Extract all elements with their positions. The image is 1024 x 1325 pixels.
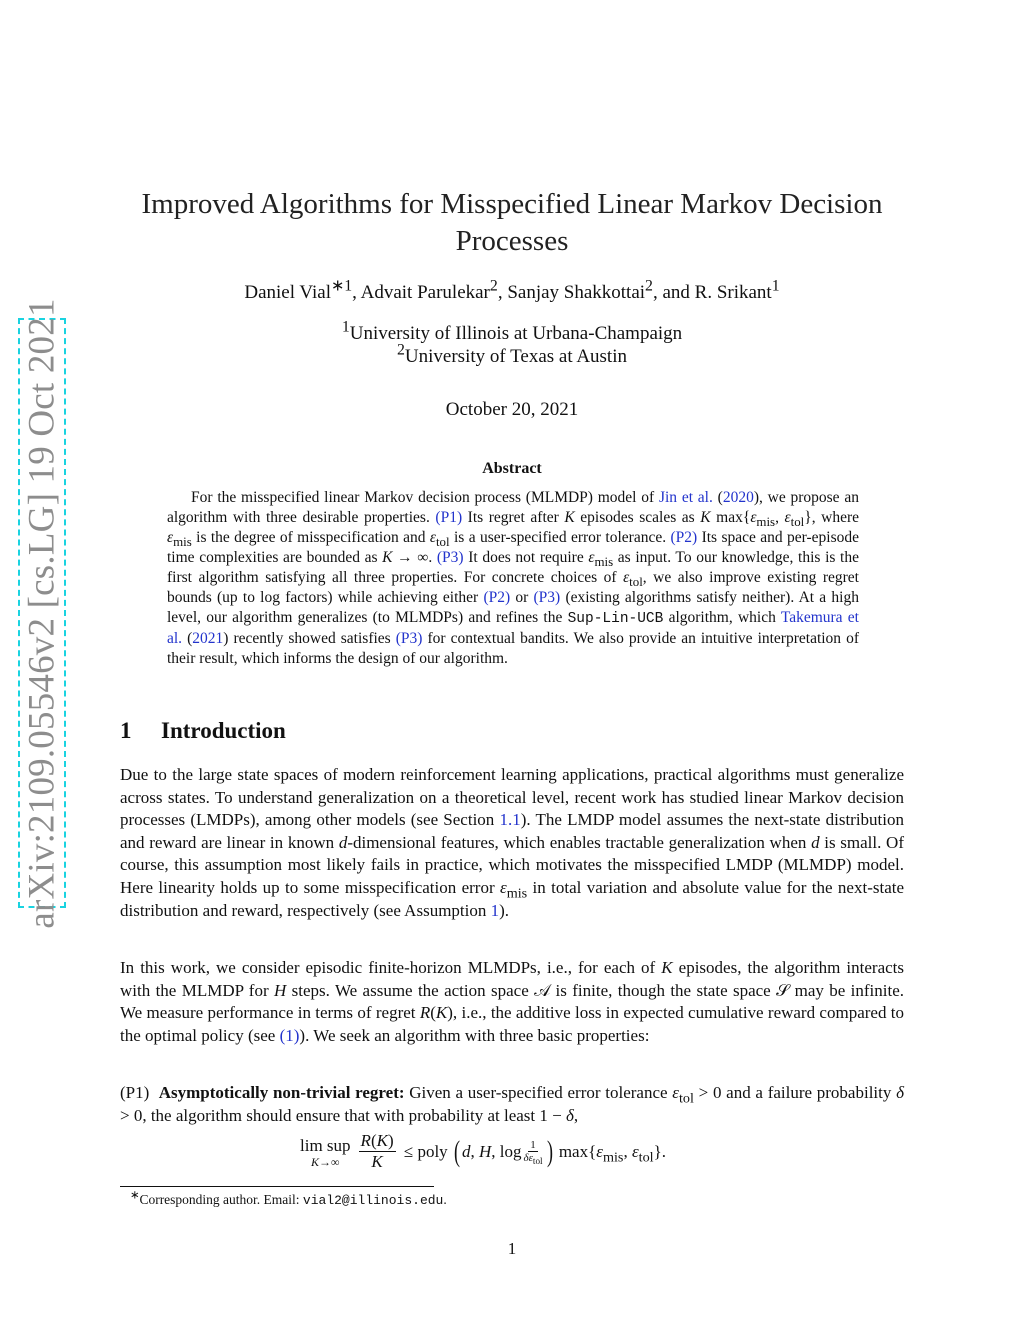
author-name: Daniel Vial <box>244 282 331 303</box>
footnote: ∗Corresponding author. Email: vial2@illinois.edu. <box>130 1189 447 1208</box>
section-heading: 1 Introduction <box>120 718 286 743</box>
property-p1-heading: Asymptotically non-trivial regret: <box>158 1083 405 1102</box>
intro-paragraph-2: In this work, we consider episodic finite-horizon MLMDPs, i.e., for each of K episodes, the algorithm interacts with the MLMDP for H steps. We assume the action space 𝒜 is finite, though the state space 𝒮 may be infinite. We measure performance in terms of regret R(K), i.e., the additive loss in expected cumulative reward compared to the optimal policy (see (1)). We seek an algorithm with three basic properties: <box>120 958 905 1045</box>
author-name: Advait Parulekar <box>360 282 490 303</box>
equation-ref-link[interactable]: (1) <box>279 1025 300 1045</box>
citation-link[interactable]: Jin et al. <box>658 489 713 506</box>
property-link[interactable]: (P3) <box>395 630 423 647</box>
paper-title: Improved Algorithms for Misspecified Linear Markov Decision Processes <box>141 188 883 257</box>
algorithm-name: Sup-Lin-UCB <box>567 611 664 627</box>
section-ref-link[interactable]: 1.1 <box>499 810 521 830</box>
author-name: Sanjay Shakkottai <box>507 282 646 303</box>
affiliation-1: $^1$University of Illinois at Urbana-Champaign <box>341 318 683 344</box>
citation-link[interactable]: Takemura et al. <box>167 609 859 647</box>
citation-year-link[interactable]: 2021 <box>192 630 224 647</box>
affiliation-2: $^2$University of Texas at Austin <box>397 341 627 367</box>
property-link[interactable]: (P3) <box>533 589 561 606</box>
email-link[interactable]: vial2@illinois.edu <box>302 1193 444 1208</box>
property-link[interactable]: (P2) <box>670 529 698 546</box>
arxiv-stamp-text: arXiv:2109.05546v2 [cs.LG] 19 Oct 2021 <box>21 297 63 929</box>
paper-date: October 20, 2021 <box>445 399 579 420</box>
property-link[interactable]: (P2) <box>483 589 511 606</box>
abstract-heading: Abstract <box>482 460 542 477</box>
property-p1-paragraph: (P1) Asymptotically non-trivial regret: Given a user-specified error tolerance $\varepsilon_{tol} > 0$ and a failure probability δ > 0, the algorithm should ensure that with probability at least 1 − δ, <box>120 1083 904 1125</box>
citation-year-link[interactable]: 2020 <box>722 489 754 506</box>
author-name: R. Srikant <box>694 282 772 303</box>
arxiv-stamp[interactable] <box>18 297 66 929</box>
page-number: 1 <box>507 1239 517 1258</box>
footnote-rule <box>120 1186 434 1187</box>
assumption-ref-link[interactable]: 1 <box>490 900 500 920</box>
property-link[interactable]: (P3) <box>436 549 464 566</box>
property-link[interactable]: (P1) <box>435 509 463 526</box>
abstract-body: For the misspecified linear Markov decision process (MLMDP) model of Jin et al. (2020), we propose an algorithm with three desirable properties. (P1) Its regret after K episodes scales as K $\max\{\varepsilon_{mis}$, $\varepsilon_{tol}$}, where $\varepsilon_{mis}$ is the degree of misspecification and $\varepsilon_{tol}$ is a user-specified error tolerance. (P2) Its space and per-episode time complexities are bounded as K → ∞. (P3) It does not require $\varepsilon_{mis}$ as input. To our knowledge, this is the first algorithm satisfying all three properties. For concrete choices of $\varepsilon_{tol}$, we also improve existing regret bounds (up to log factors) while achieving either (P2) or (P3) (existing algorithms satisfy neither). At a high level, our algorithm generalizes (to MLMDPs) and refines the Sup-Lin-UCB algorithm, which Takemura et al. (2021) recently showed satisfies (P3) for contextual bandits. We also provide an intuitive interpretation of their result, which informs the design of our algorithm. <box>167 489 859 667</box>
intro-paragraph-1: Due to the large state spaces of modern reinforcement learning applications, practical algorithms must generalize across states. To understand generalization on a theoretical level, recent work has studied linear Markov decision processes (LMDPs), among other models (see Section 1.1). The LMDP model assumes the next-state distribution and reward are linear in known d-dimensional features, which enables tractable generalization when d is small. Of course, this assumption most likely fails in practice, which motivates the misspecified LMDP (MLMDP) model. Here linearity holds up to some misspecification error $\varepsilon_{mis}$ in total variation and absolute value for the next-state distribution and reward, respectively (see Assumption 1). <box>120 765 905 920</box>
author-list: Daniel Vial$^{∗1}$, Advait Parulekar$^2$, Sanjay Shakkottai$^2$, and R. Srikant$^1$ <box>244 277 780 303</box>
regret-equation: lim sup K→∞ $\frac{R(K)}{K}$ ≤ poly ( d, H, log 1 $\delta\varepsilon_{tol}$ ) $\max\{\varepsilon_{mis}$, $\varepsilon_{tol}$}. <box>300 1131 667 1171</box>
